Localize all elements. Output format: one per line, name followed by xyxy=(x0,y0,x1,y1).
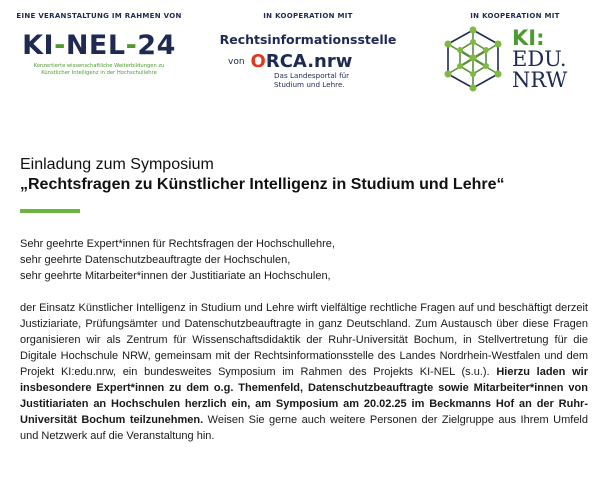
kinel-logo xyxy=(4,12,194,77)
kinel-subtitle-line1: Konzertierte wissenschaftliche Weiterbildungen zu xyxy=(33,63,165,69)
kinel-word-24: 24 xyxy=(137,30,176,61)
network-node-icon xyxy=(440,26,506,92)
kinel-word-ki: KI xyxy=(22,30,55,61)
orca-row xyxy=(218,51,398,72)
kiedu-logo xyxy=(440,12,590,92)
body-part1: der Einsatz Künstlicher Intelligenz in Studium und Lehre wirft vielfältige rechtliche Fragen auf und beschäftigt derzeit Justiziariate, Prüfungsämter und Datenschutzbeauftragte in ganz Deutschland. Zum Austausch über diese Fragen organisieren wir als Zentrum für Wissenschaftsdidaktik der Ruhr-Universität Bochum, in Stellvertretung für die Digitale Hochschule NRW, gemeinsam mit der Rechtsinformationsstelle des Landes Nordrhein-Westfalen und dem Projekt KI:edu.nrw, ein bundesweites Symposium im Rahmen des Projekts KI-NEL (s.u.). xyxy=(20,302,588,378)
kiedu-line3: NRW xyxy=(512,67,568,92)
orca-desc-line1: Das Landesportal für xyxy=(274,71,350,80)
invitation-heading xyxy=(20,155,590,195)
orca-caption: IN KOOPERATION MIT xyxy=(263,12,353,20)
body-part2: Weisen Sie gerne auch weitere Personen der Zielgruppe aus Ihrem Umfeld und Netzwerk auf die Veranstaltung hin. xyxy=(20,414,588,442)
kinel-dash: - xyxy=(54,30,66,61)
kiedu-caption: IN KOOPERATION MIT xyxy=(470,12,560,20)
kinel-caption: EINE VERANSTALTUNG IM RAHMEN VON xyxy=(16,12,182,20)
kinel-subtitle-line2: Künstlicher Intelligenz in der Hochschullehre xyxy=(41,70,157,76)
body-highlight: Hierzu laden wir insbesondere Expert*innen zu dem o.g. Themenfeld, Datenschutzbeauftragte sowie Mitarbeiter*innen von Justitiariaten an Hochschulen herzlich ein, am Symposium am 20.02.25 im Beckmanns Hof an der Ruhr-Universität Bochum teilzunehmen. xyxy=(20,366,588,426)
orca-o-mark: O xyxy=(250,51,266,72)
kinel-wordmark xyxy=(4,30,194,61)
kiedu-wordmark xyxy=(512,25,568,92)
kiedu-line2: EDU. xyxy=(512,46,567,71)
kinel-word-nel: NEL xyxy=(65,30,126,61)
orca-wordmark xyxy=(251,51,353,72)
orca-von: von xyxy=(228,56,245,67)
orca-logo xyxy=(218,12,398,89)
kiedu-line1: KI: xyxy=(512,25,545,50)
heading-line1: Einladung zum Symposium xyxy=(20,156,214,173)
kiedu-inner xyxy=(440,26,590,92)
salutation-block xyxy=(20,236,590,284)
kinel-dash-2: - xyxy=(125,30,138,61)
orca-name-rest: RCA.nrw xyxy=(265,51,353,72)
kinel-subtitle xyxy=(4,63,194,77)
salutation-line: Sehr geehrte Expert*innen für Rechtsfragen der Hochschullehre, xyxy=(20,238,335,250)
salutation-line: sehr geehrte Mitarbeiter*innen der Justitiariate an Hochschulen, xyxy=(20,270,331,282)
salutation-line: sehr geehrte Datenschutzbeauftragte der Hochschulen, xyxy=(20,254,291,266)
heading-line2: „Rechtsfragen zu Künstlicher Intelligenz in Studium und Lehre“ xyxy=(20,176,505,193)
orca-title: Rechtsinformationsstelle xyxy=(219,32,397,47)
accent-divider xyxy=(20,209,80,213)
logo-header xyxy=(0,0,604,110)
invitation-body xyxy=(20,300,588,444)
orca-desc-line2: Studium und Lehre. xyxy=(274,79,345,89)
orca-description xyxy=(274,72,398,89)
